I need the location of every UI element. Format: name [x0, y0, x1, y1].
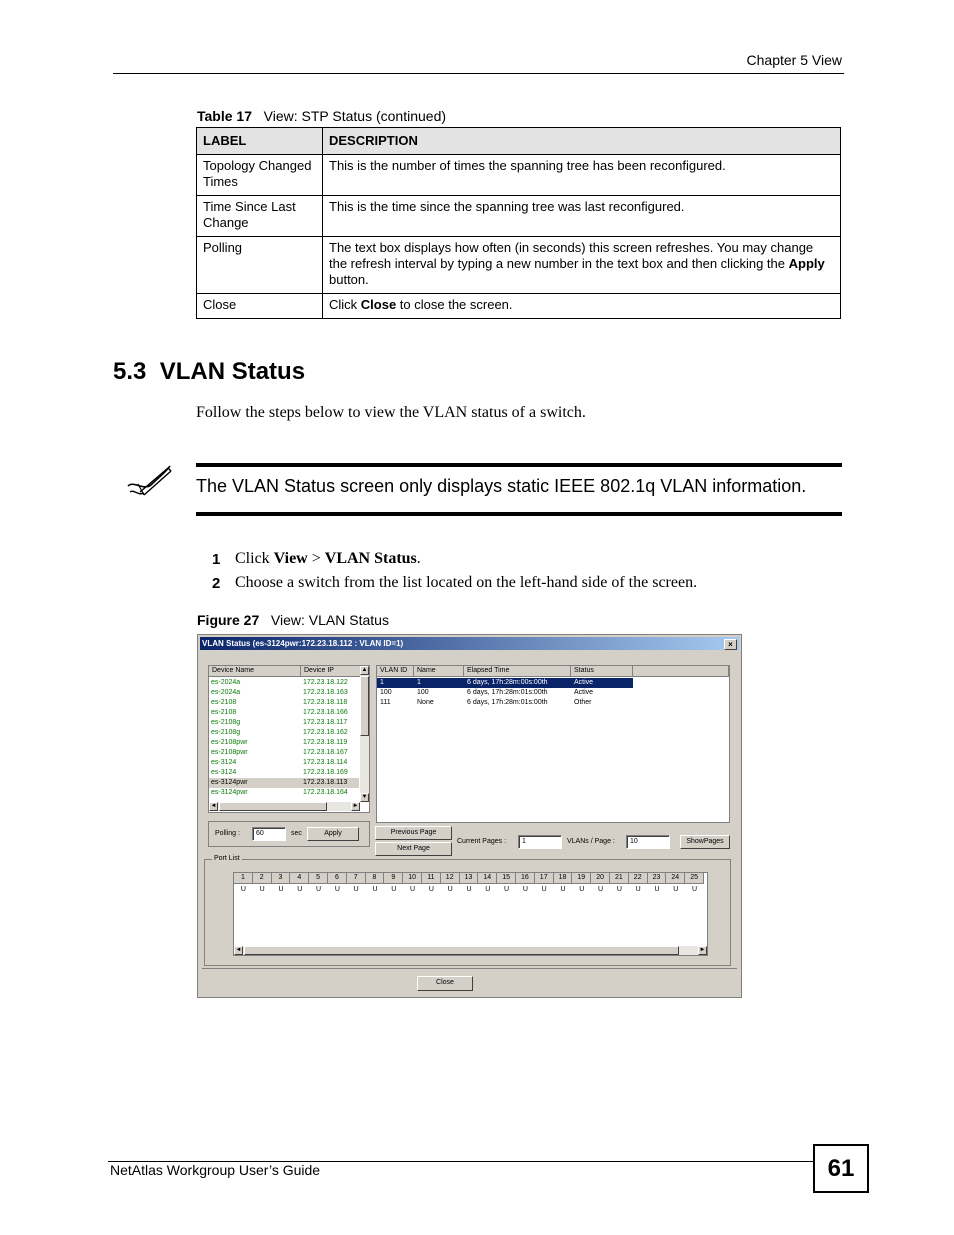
- scroll-right-icon[interactable]: ►: [699, 947, 706, 953]
- port-value: U: [692, 886, 698, 893]
- device-ip: 172.23.18.169: [303, 769, 348, 776]
- device-name: es-3124pwr: [211, 789, 248, 796]
- port-header: 18: [554, 873, 573, 884]
- port-value: U: [428, 886, 434, 893]
- desc-text: button.: [329, 272, 369, 287]
- window-titlebar: [200, 637, 739, 650]
- header-rule: [113, 73, 844, 74]
- note-rule-bottom: [196, 512, 842, 516]
- device-name: es-2108g: [211, 719, 241, 726]
- current-pages-input[interactable]: 1: [518, 835, 562, 849]
- table-caption: [197, 108, 446, 124]
- vlan-status: Active: [574, 689, 594, 696]
- separator: [202, 968, 737, 969]
- device-name-header[interactable]: Device Name: [209, 666, 301, 677]
- current-pages-label: Current Pages :: [457, 838, 507, 845]
- device-row[interactable]: [209, 708, 359, 718]
- step-text-part: >: [307, 550, 325, 567]
- device-row[interactable]: [209, 788, 359, 798]
- port-header: 24: [666, 873, 685, 884]
- device-ip: 172.23.18.113: [303, 779, 348, 786]
- note-text: The VLAN Status screen only displays static IEEE 802.1q VLAN information.: [196, 476, 807, 496]
- device-ip: 172.23.18.117: [303, 719, 348, 726]
- port-header: 20: [591, 873, 610, 884]
- port-value: U: [240, 886, 246, 893]
- figure-caption-text: View: VLAN Status: [270, 612, 389, 628]
- polling-input[interactable]: 60: [252, 827, 286, 841]
- scroll-up-icon[interactable]: ▲: [361, 667, 368, 673]
- table-caption-number: Table 17: [197, 108, 252, 124]
- port-header: 17: [535, 873, 554, 884]
- port-list-label: Port List: [214, 855, 240, 862]
- table-cell-label: Polling: [197, 237, 323, 294]
- table-caption-text: View: STP Status (continued): [263, 108, 447, 124]
- port-header: 3: [272, 873, 291, 884]
- step-text: Choose a switch from the list located on the left-hand side of the screen.: [235, 574, 698, 591]
- apply-button[interactable]: Apply: [307, 827, 359, 841]
- port-header: 5: [309, 873, 328, 884]
- port-header: 23: [648, 873, 667, 884]
- device-name: es-3124pwr: [211, 779, 248, 786]
- device-name: es-2024a: [211, 689, 241, 696]
- vlan-status: Active: [574, 679, 594, 686]
- desc-text: Click: [329, 297, 361, 312]
- scroll-down-icon[interactable]: ▼: [361, 794, 368, 800]
- vlan-status-window: [197, 634, 742, 998]
- port-value: U: [654, 886, 660, 893]
- device-list-vscroll[interactable]: [360, 666, 369, 802]
- port-grid: [233, 872, 708, 956]
- port-value: U: [259, 886, 265, 893]
- window-title: VLAN Status (es-3124pwr:172.23.18.112 : VLAN ID=1): [202, 639, 404, 648]
- port-value: U: [616, 886, 622, 893]
- port-value: U: [334, 886, 340, 893]
- vlan-row[interactable]: [377, 688, 729, 698]
- table-cell-label: Topology Changed Times: [197, 155, 323, 196]
- device-name: es-2108: [211, 699, 237, 706]
- port-header: 21: [610, 873, 629, 884]
- device-row[interactable]: [209, 698, 359, 708]
- step-bold: View: [273, 550, 308, 567]
- port-value: U: [673, 886, 679, 893]
- port-value: U: [485, 886, 491, 893]
- status-header[interactable]: Status: [571, 666, 633, 677]
- port-value: U: [391, 886, 397, 893]
- device-ip: 172.23.18.164: [303, 789, 348, 796]
- port-header: 6: [328, 873, 347, 884]
- port-value: U: [466, 886, 472, 893]
- table-cell-label: Time Since Last Change: [197, 196, 323, 237]
- port-value: U: [447, 886, 453, 893]
- note-pencil-icon: [124, 462, 174, 498]
- device-row[interactable]: [209, 688, 359, 698]
- step-number: 1: [212, 551, 221, 568]
- device-ip: 172.23.18.114: [303, 759, 348, 766]
- port-value: U: [522, 886, 528, 893]
- step-text: [235, 550, 421, 568]
- vlan-id-header[interactable]: VLAN ID: [377, 666, 414, 677]
- port-value: U: [579, 886, 585, 893]
- elapsed-time-header[interactable]: Elapsed Time: [464, 666, 571, 677]
- polling-unit: sec: [291, 830, 302, 837]
- step-text-part: .: [416, 550, 421, 567]
- device-ip: 172.23.18.122: [303, 679, 348, 686]
- device-row[interactable]: [209, 778, 359, 788]
- desc-text: to close the screen.: [396, 297, 513, 312]
- stp-status-table: [196, 127, 841, 319]
- vlan-list: [376, 665, 730, 823]
- port-value: U: [541, 886, 547, 893]
- table-cell-description: [323, 237, 841, 294]
- vlan-status: Other: [574, 699, 592, 706]
- port-value: U: [353, 886, 359, 893]
- port-header: 16: [516, 873, 535, 884]
- table-row: [197, 237, 841, 294]
- vlan-row[interactable]: [377, 678, 633, 688]
- window-close-icon[interactable]: ×: [724, 639, 737, 650]
- port-header: 4: [290, 873, 309, 884]
- port-value: U: [278, 886, 284, 893]
- device-list-hscroll[interactable]: [209, 802, 360, 811]
- polling-group: [208, 821, 370, 847]
- step-text-part: Click: [235, 550, 274, 567]
- port-header: 25: [685, 873, 704, 884]
- port-value: U: [410, 886, 416, 893]
- device-ip: 172.23.18.162: [303, 729, 348, 736]
- desc-bold: Apply: [788, 256, 825, 271]
- port-list-group: [204, 855, 731, 966]
- port-value: U: [598, 886, 604, 893]
- polling-label: Polling :: [215, 830, 240, 837]
- table-cell-description: This is the number of times the spanning tree has been reconfigured.: [323, 155, 841, 196]
- vlan-id: 100: [380, 689, 392, 696]
- vlan-elapsed: 6 days, 17h:28m:01s:00th: [467, 689, 548, 696]
- port-header: 2: [253, 873, 272, 884]
- port-header: 10: [403, 873, 422, 884]
- port-value: U: [635, 886, 641, 893]
- table-row: [197, 196, 841, 237]
- vlans-per-page-input[interactable]: 10: [626, 835, 670, 849]
- device-row[interactable]: [209, 758, 359, 768]
- intro-paragraph: Follow the steps below to view the VLAN status of a switch.: [196, 404, 586, 421]
- port-value: U: [297, 886, 303, 893]
- table-cell-description: [323, 294, 841, 319]
- table-cell-description: This is the time since the spanning tree was last reconfigured.: [323, 196, 841, 237]
- device-row[interactable]: [209, 748, 359, 758]
- device-row[interactable]: [209, 718, 359, 728]
- device-name: es-2024a: [211, 679, 241, 686]
- port-header: 12: [441, 873, 460, 884]
- device-ip-header[interactable]: Device IP: [301, 666, 361, 677]
- port-header: 8: [366, 873, 385, 884]
- port-header: 19: [572, 873, 591, 884]
- note-rule-top: [196, 463, 842, 467]
- footer-title: NetAtlas Workgroup User’s Guide: [110, 1162, 321, 1178]
- port-value: U: [504, 886, 510, 893]
- scroll-left-icon[interactable]: ◄: [210, 803, 217, 809]
- vlan-name-header[interactable]: Name: [414, 666, 464, 677]
- vlan-name: 1: [417, 679, 421, 686]
- port-grid-hscroll[interactable]: [234, 946, 707, 955]
- table-header-row: [197, 128, 841, 155]
- port-header: 15: [497, 873, 516, 884]
- port-header: 11: [422, 873, 441, 884]
- device-ip: 172.23.18.163: [303, 689, 348, 696]
- vlan-name: 100: [417, 689, 429, 696]
- device-ip: 172.23.18.118: [303, 699, 348, 706]
- device-row[interactable]: [209, 678, 359, 688]
- table-row: [197, 155, 841, 196]
- scroll-thumb[interactable]: [219, 802, 327, 811]
- port-header: 13: [460, 873, 479, 884]
- port-value-row: [234, 885, 704, 896]
- vlan-row[interactable]: [377, 698, 729, 708]
- table-row: [197, 294, 841, 319]
- vlan-id: 111: [380, 699, 391, 706]
- vlan-name: None: [417, 699, 434, 706]
- port-header: 1: [234, 873, 253, 884]
- device-name: es-2108g: [211, 729, 241, 736]
- desc-text: The text box displays how often (in seconds) this screen refreshes. You may change the refresh interval by typing a new number in the text box and then clicking the: [329, 240, 814, 271]
- table-header-label: LABEL: [197, 128, 323, 155]
- port-value: U: [372, 886, 378, 893]
- port-value: U: [560, 886, 566, 893]
- scroll-right-icon[interactable]: ►: [352, 803, 359, 809]
- device-row[interactable]: [209, 728, 359, 738]
- page-number: 61: [813, 1144, 869, 1193]
- previous-page-button[interactable]: Previous Page: [375, 826, 452, 840]
- port-header: 22: [629, 873, 648, 884]
- device-name: es-2108pwr: [211, 749, 248, 756]
- device-name: es-3124: [211, 769, 237, 776]
- figure-caption: [197, 612, 389, 628]
- table-cell-label: Close: [197, 294, 323, 319]
- scroll-thumb[interactable]: [360, 676, 369, 736]
- close-button[interactable]: Close: [417, 976, 473, 991]
- table-header-description: DESCRIPTION: [323, 128, 841, 155]
- device-name: es-3124: [211, 759, 237, 766]
- figure-caption-number: Figure 27: [197, 612, 260, 628]
- port-header-row: [234, 873, 704, 884]
- show-pages-button[interactable]: ShowPages: [680, 835, 730, 849]
- empty-header: [633, 666, 729, 677]
- device-list: [208, 665, 370, 813]
- device-row[interactable]: [209, 768, 359, 778]
- chapter-header: Chapter 5 View: [746, 52, 842, 68]
- scroll-left-icon[interactable]: ◄: [235, 947, 242, 953]
- step-number: 2: [212, 575, 221, 592]
- vlan-elapsed: 6 days, 17h:28m:00s:00th: [467, 679, 548, 686]
- device-ip: 172.23.18.167: [303, 749, 348, 756]
- next-page-button[interactable]: Next Page: [375, 842, 452, 856]
- device-ip: 172.23.18.166: [303, 709, 348, 716]
- vlans-per-page-label: VLANs / Page :: [567, 838, 615, 845]
- device-ip: 172.23.18.119: [303, 739, 348, 746]
- desc-bold: Close: [360, 297, 397, 312]
- section-heading: 5.3 VLAN Status: [113, 358, 306, 385]
- port-value: U: [316, 886, 322, 893]
- port-header: 7: [347, 873, 366, 884]
- device-name: es-2108pwr: [211, 739, 248, 746]
- port-header: 14: [478, 873, 497, 884]
- vlan-id: 1: [380, 679, 384, 686]
- scroll-thumb[interactable]: [244, 946, 679, 955]
- device-row[interactable]: [209, 738, 359, 748]
- step-bold: VLAN Status: [324, 550, 417, 567]
- vlan-elapsed: 6 days, 17h:28m:01s:00th: [467, 699, 548, 706]
- port-header: 9: [384, 873, 403, 884]
- device-name: es-2108: [211, 709, 237, 716]
